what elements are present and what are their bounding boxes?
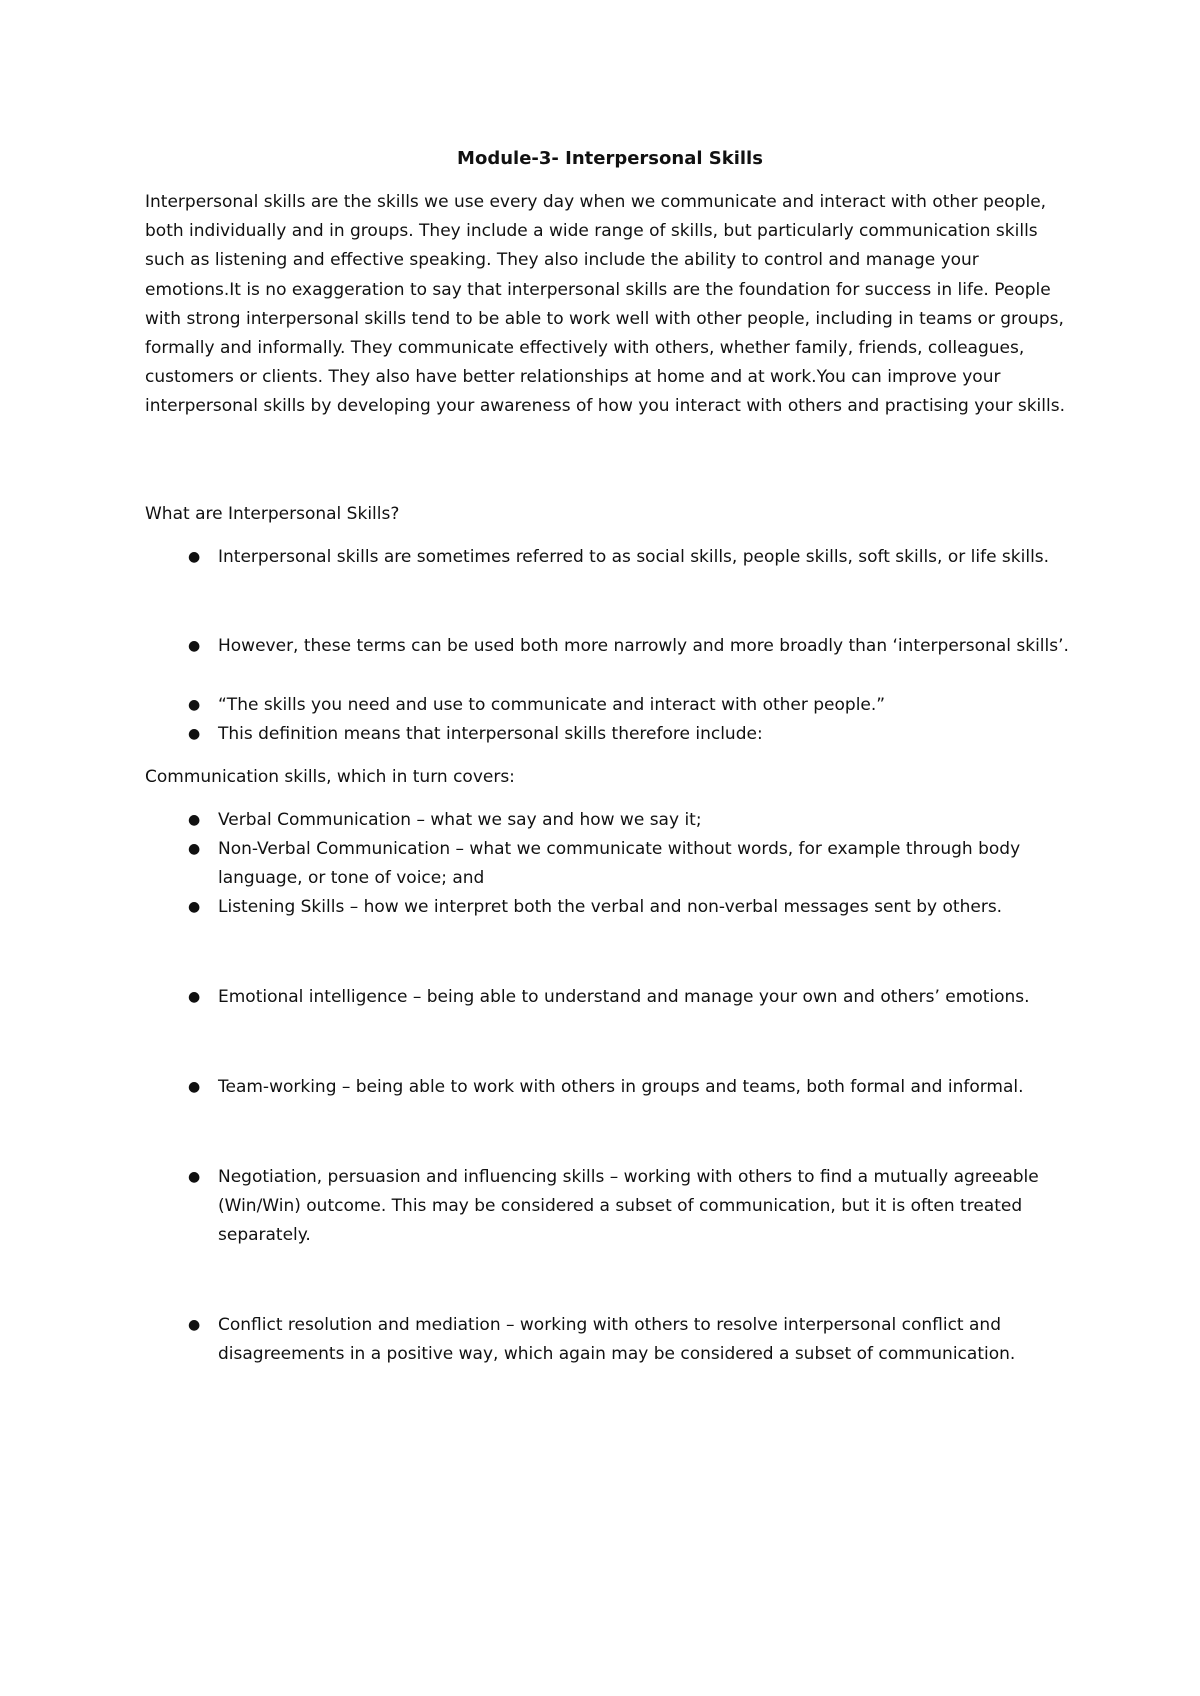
bullet-icon: ● bbox=[188, 1078, 201, 1095]
bullet-icon: ● bbox=[188, 637, 201, 654]
bullet-icon: ● bbox=[188, 811, 201, 828]
bullet-icon: ● bbox=[188, 696, 201, 713]
intro-paragraph: Interpersonal skills are the skills we use every day when we communicate and interact with other people, both individually and in groups. They include a wide range of skills, but particularly communication skills such as listening and effective speaking. They also include the ability to control and manage your emotions.It is no exaggeration to say that interpersonal skills are the foundation for success in life. People with strong interpersonal skills tend to be able to work well with other people, including in teams or groups, formally and informally. They communicate effectively with others, whether family, friends, colleagues, customers or clients. They also have better relationships at home and at work.You can improve your interpersonal skills by developing your awareness of how you interact with others and practising your skills. bbox=[145, 192, 1065, 417]
list-item bbox=[145, 1311, 1088, 1369]
list-item bbox=[145, 893, 1088, 922]
list-item-text: Conflict resolution and mediation – working with others to resolve interpersonal conflict and disagreements in a positive way, which again may be considered a subset of communication. bbox=[218, 1314, 1016, 1364]
list-item bbox=[145, 806, 1088, 835]
bullet-icon: ● bbox=[188, 840, 201, 857]
bullet-icon: ● bbox=[188, 548, 201, 565]
list-item-text: Listening Skills – how we interpret both the verbal and non-verbal messages sent by others. bbox=[218, 896, 1003, 917]
list-item bbox=[145, 983, 1088, 1012]
list-item-text: However, these terms can be used both more narrowly and more broadly than ‘interpersonal skills’. bbox=[218, 635, 1069, 656]
list-item bbox=[145, 1163, 1088, 1250]
list-item-text: This definition means that interpersonal skills therefore include: bbox=[218, 723, 763, 744]
bullet-icon: ● bbox=[188, 725, 201, 742]
list-item-text: Emotional intelligence – being able to understand and manage your own and others’ emotions. bbox=[218, 986, 1030, 1007]
list-item-text: Team-working – being able to work with others in groups and teams, both formal and informal. bbox=[218, 1076, 1024, 1097]
list-item bbox=[145, 632, 1088, 661]
list-item-text: Negotiation, persuasion and influencing skills – working with others to find a mutually agreeable (Win/Win) outcome. This may be considered a subset of communication, but it is often treated separately. bbox=[218, 1166, 1039, 1245]
what-are-list bbox=[145, 543, 1080, 749]
list-item-text: “The skills you need and use to communicate and interact with other people.” bbox=[218, 694, 886, 715]
document-title: Module-3- Interpersonal Skills bbox=[457, 148, 763, 169]
bullet-icon: ● bbox=[188, 898, 201, 915]
list-item bbox=[145, 720, 1088, 749]
communication-heading: Communication skills, which in turn covers: bbox=[145, 766, 515, 787]
list-item-text: Non-Verbal Communication – what we communicate without words, for example through body language, or tone of voice; and bbox=[218, 838, 1021, 888]
what-are-heading: What are Interpersonal Skills? bbox=[145, 503, 400, 524]
list-item bbox=[145, 691, 1088, 720]
list-item-text: Verbal Communication – what we say and how we say it; bbox=[218, 809, 702, 830]
communication-list bbox=[145, 806, 1080, 1369]
bullet-icon: ● bbox=[188, 1316, 201, 1333]
list-item bbox=[145, 835, 1088, 893]
list-item bbox=[145, 543, 1088, 572]
bullet-icon: ● bbox=[188, 1168, 201, 1185]
list-item bbox=[145, 1073, 1088, 1102]
list-item-text: Interpersonal skills are sometimes referred to as social skills, people skills, soft skills, or life skills. bbox=[218, 546, 1050, 567]
bullet-icon: ● bbox=[188, 988, 201, 1005]
